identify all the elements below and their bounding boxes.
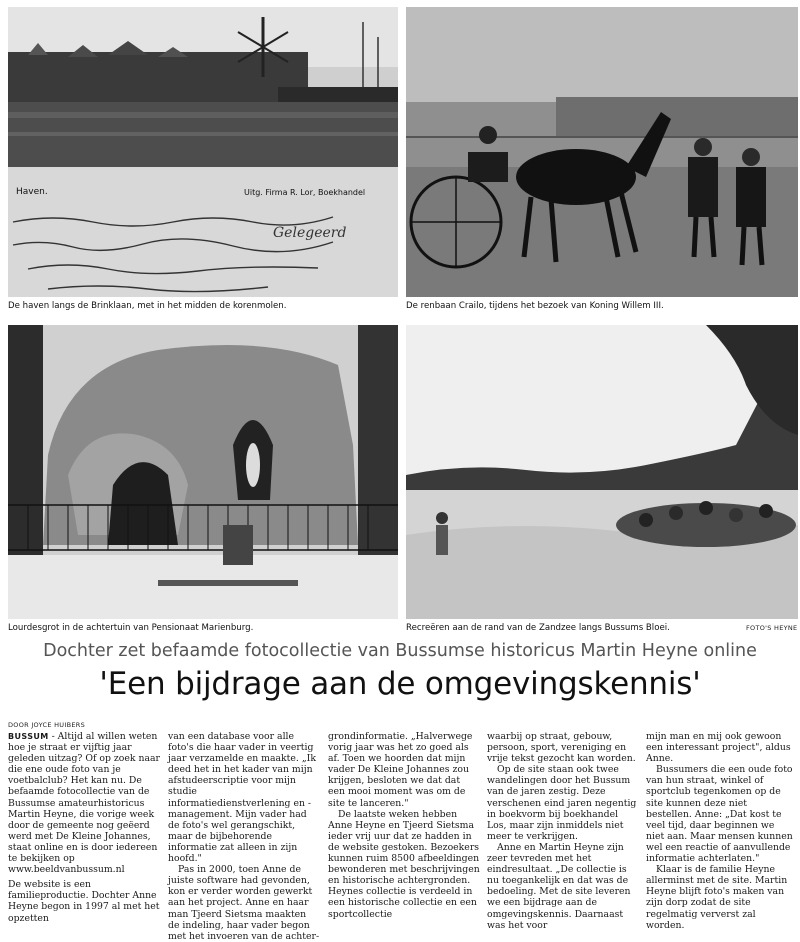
paragraph: waarbij op straat, gebouw, persoon, sport, vereniging en vrije tekst gezocht kan worden.: [487, 731, 636, 765]
photo-caption-racecourse: De renbaan Crailo, tijdens het bezoek van Koning Willem III.: [406, 301, 664, 311]
article-column-2: [168, 731, 320, 942]
dateline: BUSSUM: [8, 732, 49, 741]
photo-caption-grotto: Lourdesgrot in de achtertuin van Pensionaat Marienburg.: [8, 623, 254, 633]
article-column-3: [328, 731, 480, 920]
article-column-4: [487, 731, 639, 931]
paragraph: Anne en Martin Heyne zijn zeer tevreden met het eindresultaat. „De collectie is nu toegankelijk en dat was de bedoeling. Met de site leveren we een bijdrage aan de omgevingskennis. Daarnaast was het voor: [487, 841, 631, 931]
photo-racecourse: [406, 7, 798, 297]
article-column-5: [646, 731, 794, 931]
paragraph: Bussumers die een oude foto van hun straat, winkel of sportclub tegenkomen op de site kunnen deze niet bestellen. Anne: „Dat kost te veel tijd, daar beginnen we niet aan. Maar mensen kunnen wel een reactie of aanvullende informatie achterlaten.": [646, 764, 793, 865]
photo-credit: FOTO'S HEYNE: [746, 624, 798, 632]
page-title: 'Een bijdrage aan de omgevingskennis': [99, 666, 701, 702]
paragraph: De laatste weken hebben Anne Heyne en Tjeerd Sietsma ieder vrij uur dat ze hadden in de website gestoken. Bezoekers kunnen ruim 8500 afbeeldingen bewonderen met beschrijvingen en historische achtergronden. Heynes collectie is verdeeld in een historische collectie en een sportcollectie: [328, 808, 480, 920]
paragraph: van een database voor alle foto's die haar vader in veertig jaar verzamelde en maakte. „Ik deed het in het kader van mijn afstudeerscriptie voor mijn studie informatiedienstverlening en -management. Mijn vader had de foto's wel gerangschikt, maar de bijbehorende informatie zat alleen in zijn hoofd.": [168, 731, 316, 865]
paragraph: Pas in 2000, toen Anne de juiste software had gevonden, kon er verder worden gewerkt aan het project. Anne en haar man Tjeerd Sietsma maakten de indeling, haar vader begon met het invoeren van de achter-: [168, 864, 320, 942]
paragraph: BUSSUM - Altijd al willen weten hoe je straat er vijftig jaar geleden uitzag? Of op zoek naar die ene oude foto van je voetbalclub? Het kan nu. De befaamde fotocollectie van de Bussumse amateurhistoricus Martin Heyne, die vorige week door de gemeente nog geëerd werd met De Kleine Johannes, staat online en is door iedereen te bekijken op www.beeldvanbussum.nl: [8, 731, 160, 876]
paragraph: mijn man en mij ook gewoon een interessant project", aldus Anne.: [646, 731, 791, 765]
photo-harbour: [8, 7, 398, 297]
photo-grotto: [8, 325, 398, 619]
paragraph: De website is een familieproductie. Dochter Anne Heyne begon in 1997 al met het opzetten: [8, 879, 160, 924]
photo-zandzee: [406, 325, 798, 619]
article-column-1: [8, 731, 160, 924]
paragraph: grondinformatie. „Halverwege vorig jaar was het zo goed als af. Toen we hoorden dat mijn vader De Kleine Johannes zou krijgen, besloten we dat dat een mooi moment was om de site te lanceren.": [328, 731, 473, 809]
postcard-label: Haven.: [16, 187, 48, 197]
byline: DOOR JOYCE HUIBERS: [8, 721, 85, 729]
photo-caption-harbour: De haven langs de Brinklaan, met in het midden de korenmolen.: [8, 301, 287, 311]
photo-caption-zandzee: Recreëren aan de rand van de Zandzee langs Bussums Bloei.: [406, 623, 670, 633]
postcard-publisher: Uitg. Firma R. Lor, Boekhandel: [244, 188, 366, 197]
paragraph: Klaar is de familie Heyne allerminst met de site. Martin Heyne blijft foto's maken van zijn dorp zodat de site regelmatig ververst zal worden.: [646, 864, 788, 931]
paragraph: Op de site staan ook twee wandelingen door het Bussum van de jaren zestig. Deze verschenen eind jaren negentig in boekvorm bij boekhandel Los, maar zijn inmiddels niet meer te verkrijgen.: [487, 764, 637, 842]
kicker-headline: Dochter zet befaamde fotocollectie van Bussumse historicus Martin Heyne online: [43, 641, 757, 661]
svg-text:Gelegeerd: Gelegeerd: [273, 225, 347, 241]
